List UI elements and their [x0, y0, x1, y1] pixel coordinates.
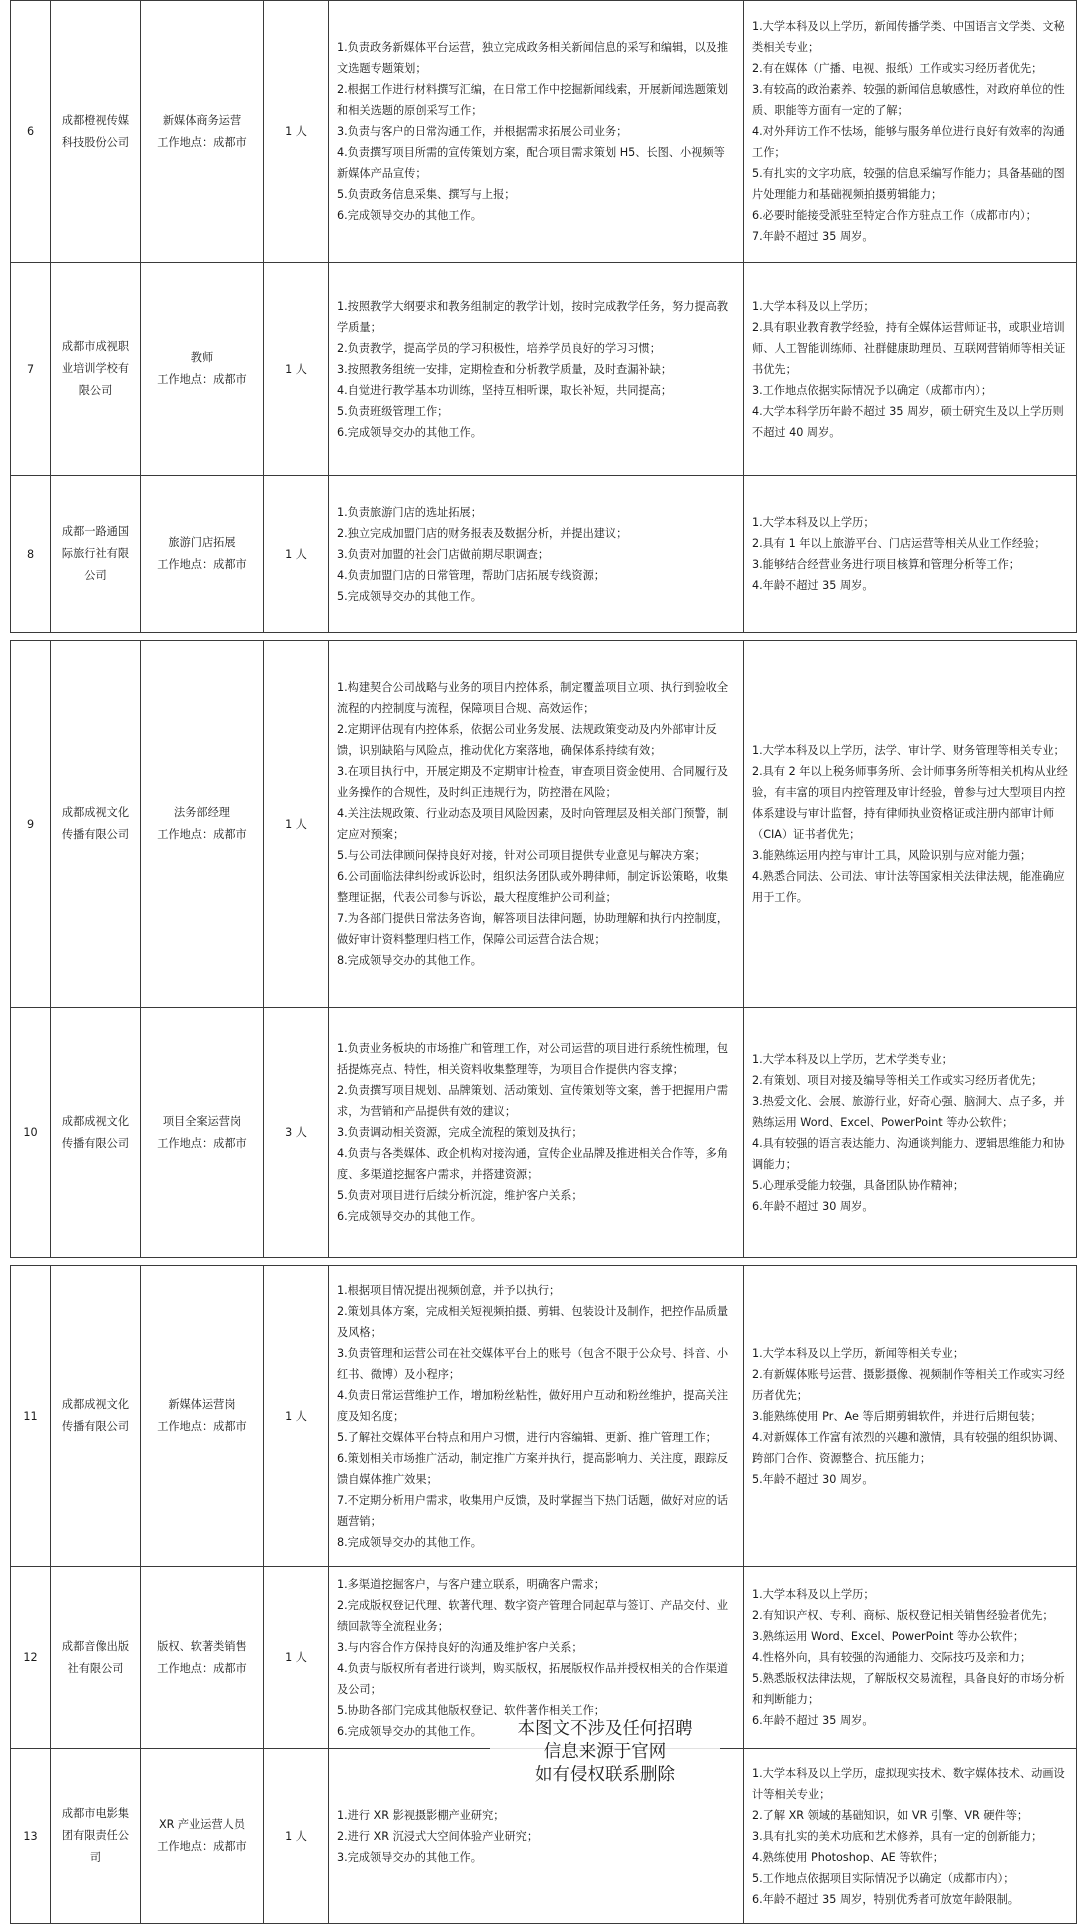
company-cell [51, 263, 141, 476]
requirement-item: 1.大学本科及以上学历； [752, 516, 875, 529]
duties-cell [329, 1008, 744, 1258]
requirements-cell [744, 1, 1077, 263]
position-cell [141, 1749, 264, 1924]
requirements-cell [744, 1749, 1077, 1924]
watermark [490, 1718, 720, 1787]
jobs-table [10, 0, 1077, 1924]
requirement-item: 5.熟悉版权法律法规，了解版权交易流程，具备良好的市场分析和判断能力； [752, 1672, 1065, 1706]
duty-item: 2.进行 XR 沉浸式大空间体验产业研究； [337, 1829, 539, 1843]
duty-item: 1.根据项目情况提出视频创意，并予以执行； [337, 1283, 561, 1297]
duty-item: 5.完成领导交办的其他工作。 [337, 589, 482, 603]
company-cell [51, 1749, 141, 1924]
duty-item: 5.负责班级管理工作； [337, 404, 449, 418]
requirement-item: 2.有新媒体账号运营、摄影摄像、视频制作等相关工作或实习经历者优先； [752, 1367, 1065, 1402]
work-location: 工作地点：成都市 [157, 828, 247, 841]
watermark-line: 如有侵权联系删除 [535, 1765, 675, 1785]
job-row [11, 641, 1077, 1008]
position-cell [141, 476, 264, 633]
requirement-item: 4.熟悉合同法、公司法、审计法等国家相关法律法规，能准确应用于工作。 [752, 870, 1065, 904]
requirement-item: 6.必要时能接受派驻至特定合作方驻点工作（成都市内）； [752, 209, 1037, 222]
requirement-item: 3.能够结合经营业务进行项目核算和管理分析等工作； [752, 558, 1020, 571]
company-name: 成都成视文化传播有限公司 [61, 806, 130, 841]
duty-item: 3.负责与客户的日常沟通工作，并根据需求拓展公司业务； [337, 125, 628, 138]
company-name: 成都成视文化传播有限公司 [61, 1398, 130, 1433]
duty-item: 7.为各部门提供日常法务咨询，解答项目法律问题，协助理解和执行内控制度，做好审计资料整理归档工作，保障公司运营合法合规； [337, 912, 729, 946]
position-title: 法务部经理 [174, 806, 230, 819]
requirement-item: 1.大学本科及以上学历，虚拟现实技术、数字媒体技术、动画设计等相关专业； [752, 1766, 1065, 1801]
work-location: 工作地点：成都市 [157, 1420, 247, 1433]
row-number: 8 [11, 476, 51, 633]
requirement-item: 1.大学本科及以上学历； [752, 1588, 875, 1601]
job-row [11, 1, 1077, 263]
requirement-item: 1.大学本科及以上学历，法学、审计学、财务管理等相关专业； [752, 744, 1065, 757]
duty-item: 1.负责业务板块的市场推广和管理工作，对公司运营的项目进行系统性梳理，包括提炼亮点、特性，相关资料收集整理等，为项目合作提供内容支撑； [337, 1042, 729, 1076]
duty-item: 2.定期评估现有内控体系，依据公司业务发展、法规政策变动及内外部审计反馈，识别缺陷与风险点，推动优化方案落地，确保体系持续有效； [337, 723, 717, 757]
duty-item: 1.进行 XR 影视摄影棚产业研究； [337, 1808, 505, 1822]
requirement-item: 4.熟练使用 Photoshop、AE 等软件； [752, 1850, 944, 1864]
watermark-line: 本图文不涉及任何招聘 [517, 1719, 693, 1739]
duty-item: 3.负责管理和运营公司在社交媒体平台上的账号（包含不限于公众号、抖音、小红书、微博）及小程序； [337, 1346, 729, 1381]
duty-item: 4.负责加盟门店的日常管理，帮助门店拓展专线资源； [337, 568, 605, 582]
duties-cell [329, 263, 744, 476]
requirement-item: 6.年龄不超过 35 周岁。 [752, 1714, 874, 1727]
requirement-item: 2.具有 2 年以上税务师事务所、会计师事务所等相关机构从业经验，有丰富的项目内控管理及审计经验，曾参与过大型项目内控体系建设与审计监督，持有律师执业资格证或注册内部审计师（CIA）证书者优先； [752, 765, 1068, 841]
page-gap [11, 633, 1077, 641]
requirement-item: 6.年龄不超过 30 周岁。 [752, 1199, 874, 1213]
duty-item: 6.完成领导交办的其他工作。 [337, 1210, 482, 1223]
duties-cell [329, 476, 744, 633]
company-cell [51, 1567, 141, 1749]
company-cell [51, 641, 141, 1008]
page-gap-cell [11, 1258, 1077, 1266]
requirement-item: 6.年龄不超过 35 周岁，特别优秀者可放宽年龄限制。 [752, 1892, 1019, 1906]
page-gap-cell [11, 633, 1077, 641]
requirement-item: 2.具有 1 年以上旅游平台、门店运营等相关从业工作经验； [752, 537, 1046, 550]
row-number: 11 [11, 1266, 51, 1567]
requirement-item: 2.有策划、项目对接及编导等相关工作或实习经历者优先； [752, 1073, 1043, 1087]
requirement-item: 4.大学本科学历年龄不超过 35 周岁，硕士研究生及以上学历则不超过 40 周岁。 [752, 404, 1064, 439]
job-row [11, 263, 1077, 476]
requirement-item: 4.性格外向，具有较强的沟通能力、交际技巧及亲和力； [752, 1651, 1032, 1664]
duty-item: 2.策划具体方案，完成相关短视频拍摄、剪辑、包装设计及制作，把控作品质量及风格； [337, 1304, 729, 1339]
job-row [11, 1266, 1077, 1567]
position-cell [141, 641, 264, 1008]
requirement-item: 3.能熟练运用内控与审计工具，风险识别与应对能力强； [752, 849, 1032, 862]
headcount: 1 人 [264, 476, 329, 633]
duty-item: 1.按照教学大纲要求和教务组制定的教学计划，按时完成教学任务，努力提高教学质量； [337, 299, 729, 334]
position-cell [141, 1, 264, 263]
work-location: 工作地点：成都市 [157, 1840, 247, 1853]
company-name: 成都一路通国际旅行社有限公司 [61, 525, 130, 582]
duties-cell [329, 1266, 744, 1567]
duty-item: 5.负责对项目进行后续分析沉淀，维护客户关系； [337, 1189, 583, 1202]
duty-item: 2.负责教学，提高学员的学习积极性，培养学员良好的学习习惯； [337, 341, 661, 355]
company-name: 成都市电影集团有限责任公司 [61, 1807, 130, 1864]
requirements-cell [744, 641, 1077, 1008]
work-location: 工作地点：成都市 [157, 373, 247, 386]
duty-item: 5.协助各部门完成其他版权登记、软件著作相关工作； [337, 1703, 605, 1717]
headcount: 1 人 [264, 263, 329, 476]
requirements-cell [744, 1567, 1077, 1749]
position-title: 旅游门店拓展 [168, 536, 236, 549]
duty-item: 5.了解社交媒体平台特点和用户习惯，进行内容编辑、更新、推广管理工作； [337, 1430, 717, 1444]
position-title: 新媒体商务运营 [162, 113, 242, 127]
duty-item: 4.负责与版权所有者进行谈判，购买版权，拓展版权作品并授权相关的合作渠道及公司； [337, 1661, 729, 1696]
duty-item: 6.公司面临法律纠纷或诉讼时，组织法务团队或外聘律师，制定诉讼策略，收集整理证据，代表公司参与诉讼，最大程度维护公司利益； [337, 870, 729, 904]
requirement-item: 1.大学本科及以上学历，艺术学类专业； [752, 1052, 953, 1066]
position-title: XR 产业运营人员 [158, 1818, 246, 1831]
page-gap [11, 1258, 1077, 1266]
duty-item: 8.完成领导交办的其他工作。 [337, 954, 482, 967]
requirement-item: 4.对新媒体工作富有浓烈的兴趣和激情，具有较强的组织协调、跨部门合作、资源整合、抗压能力； [752, 1430, 1065, 1465]
work-location: 工作地点：成都市 [157, 1136, 247, 1150]
duty-item: 7.不定期分析用户需求，收集用户反馈，及时掌握当下热门话题，做好对应的话题营销； [337, 1493, 729, 1528]
requirement-item: 3.热爱文化、会展、旅游行业，好奇心强、脑洞大、点子多，并熟练运用 Word、Excel、PowerPoint 等办公软件； [752, 1094, 1065, 1129]
row-number: 12 [11, 1567, 51, 1749]
duty-item: 4.负责日常运营维护工作，增加粉丝粘性，做好用户互动和粉丝维护，提高关注度及知名度； [337, 1388, 729, 1423]
duty-item: 2.独立完成加盟门店的财务报表及数据分析，并提出建议； [337, 526, 628, 540]
requirement-item: 2.了解 XR 领域的基础知识，如 VR 引擎、VR 硬件等； [752, 1808, 1029, 1822]
duty-item: 4.自觉进行教学基本功训练，坚持互相听课，取长补短，共同提高； [337, 383, 673, 397]
position-title: 新媒体运营岗 [168, 1398, 236, 1411]
company-cell [51, 1266, 141, 1567]
position-cell [141, 1008, 264, 1258]
requirement-item: 2.有在媒体（广播、电视、报纸）工作或实习经历者优先； [752, 62, 1043, 75]
work-location: 工作地点：成都市 [157, 558, 247, 571]
requirement-item: 1.大学本科及以上学历，新闻传播学类、中国语言文学类、文秘类相关专业； [752, 20, 1065, 54]
requirement-item: 1.大学本科及以上学历，新闻等相关专业； [752, 1346, 965, 1360]
duty-item: 3.负责调动相关资源，完成全流程的策划及执行； [337, 1126, 583, 1139]
duty-item: 3.负责对加盟的社会门店做前期尽职调查； [337, 547, 550, 561]
headcount: 1 人 [264, 1, 329, 263]
requirement-item: 5.工作地点依据项目实际情况予以确定（成都市内）； [752, 1871, 1015, 1885]
requirement-item: 7.年龄不超过 35 周岁。 [752, 230, 874, 243]
requirement-item: 5.心理承受能力较强，具备团队协作精神； [752, 1178, 965, 1192]
company-name: 成都成视文化传播有限公司 [61, 1114, 130, 1150]
headcount: 1 人 [264, 1266, 329, 1567]
duty-item: 3.与内容合作方保持良好的沟通及维护客户关系； [337, 1640, 583, 1654]
requirements-cell [744, 476, 1077, 633]
company-name: 成都音像出版社有限公司 [61, 1639, 130, 1675]
duty-item: 2.根据工作进行材料撰写汇编，在日常工作中挖掘新闻线索，开展新闻选题策划和相关选题的原创采写工作； [337, 83, 729, 117]
company-cell [51, 1, 141, 263]
duties-cell [329, 1, 744, 263]
requirement-item: 2.具有职业教育教学经验，持有全媒体运营师证书，或职业培训师、人工智能训练师、社群健康助理员、互联网营销师等相关证书优先； [752, 320, 1066, 376]
row-number: 9 [11, 641, 51, 1008]
company-cell [51, 476, 141, 633]
duty-item: 3.按照教务组统一安排，定期检查和分析教学质量，及时查漏补缺； [337, 362, 673, 376]
duty-item: 1.多渠道挖掘客户，与客户建立联系，明确客户需求； [337, 1577, 605, 1591]
row-number: 13 [11, 1749, 51, 1924]
row-number: 10 [11, 1008, 51, 1258]
position-title: 版权、软著类销售 [157, 1639, 247, 1653]
duty-item: 6.完成领导交办的其他工作。 [337, 209, 482, 222]
duty-item: 3.在项目执行中，开展定期及不定期审计检查，审查项目资金使用、合同履行及业务操作的合规性，及时纠正违规行为，防控潜在风险； [337, 765, 729, 799]
position-cell [141, 263, 264, 476]
requirements-cell [744, 1008, 1077, 1258]
watermark-line: 信息来源于官网 [543, 1742, 667, 1762]
headcount: 1 人 [264, 1749, 329, 1924]
row-number: 6 [11, 1, 51, 263]
requirement-item: 1.大学本科及以上学历； [752, 299, 875, 313]
work-location: 工作地点：成都市 [157, 1661, 247, 1675]
position-cell [141, 1266, 264, 1567]
requirement-item: 5.有扎实的文字功底，较强的信息采编写作能力；具备基础的图片处理能力和基础视频拍摄剪辑能力； [752, 167, 1065, 201]
headcount: 3 人 [264, 1008, 329, 1258]
requirements-cell [744, 263, 1077, 476]
headcount: 1 人 [264, 641, 329, 1008]
duty-item: 6.完成领导交办的其他工作。 [337, 1724, 482, 1738]
duty-item: 4.负责撰写项目所需的宣传策划方案，配合项目需求策划 H5、长图、小视频等新媒体产品宣传； [337, 146, 725, 180]
duty-item: 3.完成领导交办的其他工作。 [337, 1850, 482, 1864]
headcount: 1 人 [264, 1567, 329, 1749]
requirement-item: 3.熟练运用 Word、Excel、PowerPoint 等办公软件； [752, 1630, 1025, 1643]
work-location: 工作地点：成都市 [157, 135, 247, 149]
requirement-item: 3.工作地点依据实际情况予以确定（成都市内）； [752, 383, 993, 397]
requirement-item: 3.具有扎实的美术功底和艺术修养，具有一定的创新能力； [752, 1829, 1043, 1843]
requirement-item: 3.能熟练使用 Pr、Ae 等后期剪辑软件，并进行后期包装； [752, 1409, 1042, 1423]
duty-item: 2.完成版权登记代理、软著代理、数字资产管理合同起草与签订、产品交付、业绩回款等全流程业务； [337, 1598, 729, 1633]
duty-item: 1.构建契合公司战略与业务的项目内控体系，制定覆盖项目立项、执行到验收全流程的内控制度与流程，保障项目合规、高效运作； [337, 681, 729, 715]
position-title: 教师 [190, 351, 214, 364]
company-name: 成都橙视传媒科技股份公司 [61, 113, 130, 149]
duty-item: 2.负责撰写项目规划、品牌策划、活动策划、宣传策划等文案，善于把握用户需求，为营销和产品提供有效的建议； [337, 1084, 729, 1118]
duty-item: 1.负责旅游门店的选址拓展； [337, 505, 482, 519]
job-row [11, 476, 1077, 633]
job-row [11, 1008, 1077, 1258]
duty-item: 6.完成领导交办的其他工作。 [337, 425, 482, 439]
requirement-item: 3.有较高的政治素养、较强的新闻信息敏感性，对政府单位的性质、职能等方面有一定的了解； [752, 83, 1065, 117]
duty-item: 4.关注法规政策、行业动态及项目风险因素，及时向管理层及相关部门预警，制定应对预案； [337, 807, 729, 841]
duty-item: 1.负责政务新媒体平台运营，独立完成政务相关新闻信息的采写和编辑，以及推文选题专题策划； [337, 41, 729, 75]
requirement-item: 4.对外拜访工作不怯场，能够与服务单位进行良好有效率的沟通工作； [752, 125, 1065, 159]
duty-item: 8.完成领导交办的其他工作。 [337, 1535, 482, 1549]
duty-item: 6.策划相关市场推广活动，制定推广方案并执行，提高影响力、关注度，跟踪反馈自媒体推广效果； [337, 1451, 729, 1486]
requirement-item: 2.有知识产权、专利、商标、版权登记相关销售经验者优先； [752, 1609, 1054, 1622]
position-title: 项目全案运营岗 [162, 1114, 242, 1128]
duty-item: 5.负责政务信息采集、撰写与上报； [337, 188, 516, 201]
requirements-cell [744, 1266, 1077, 1567]
duties-cell [329, 641, 744, 1008]
requirement-item: 4.具有较强的语言表达能力、沟通谈判能力、逻辑思维能力和协调能力； [752, 1136, 1065, 1171]
requirement-item: 4.年龄不超过 35 周岁。 [752, 579, 874, 592]
company-cell [51, 1008, 141, 1258]
requirement-item: 5.年龄不超过 30 周岁。 [752, 1472, 874, 1486]
duty-item: 4.负责与各类媒体、政企机构对接沟通，宣传企业品牌及推进相关合作等，多角度、多渠道挖掘客户需求，并搭建资源； [337, 1147, 729, 1181]
row-number: 7 [11, 263, 51, 476]
company-name: 成都市成视职业培训学校有限公司 [61, 340, 130, 397]
position-cell [141, 1567, 264, 1749]
duty-item: 5.与公司法律顾问保持良好对接，针对公司项目提供专业意见与解决方案； [337, 849, 706, 862]
